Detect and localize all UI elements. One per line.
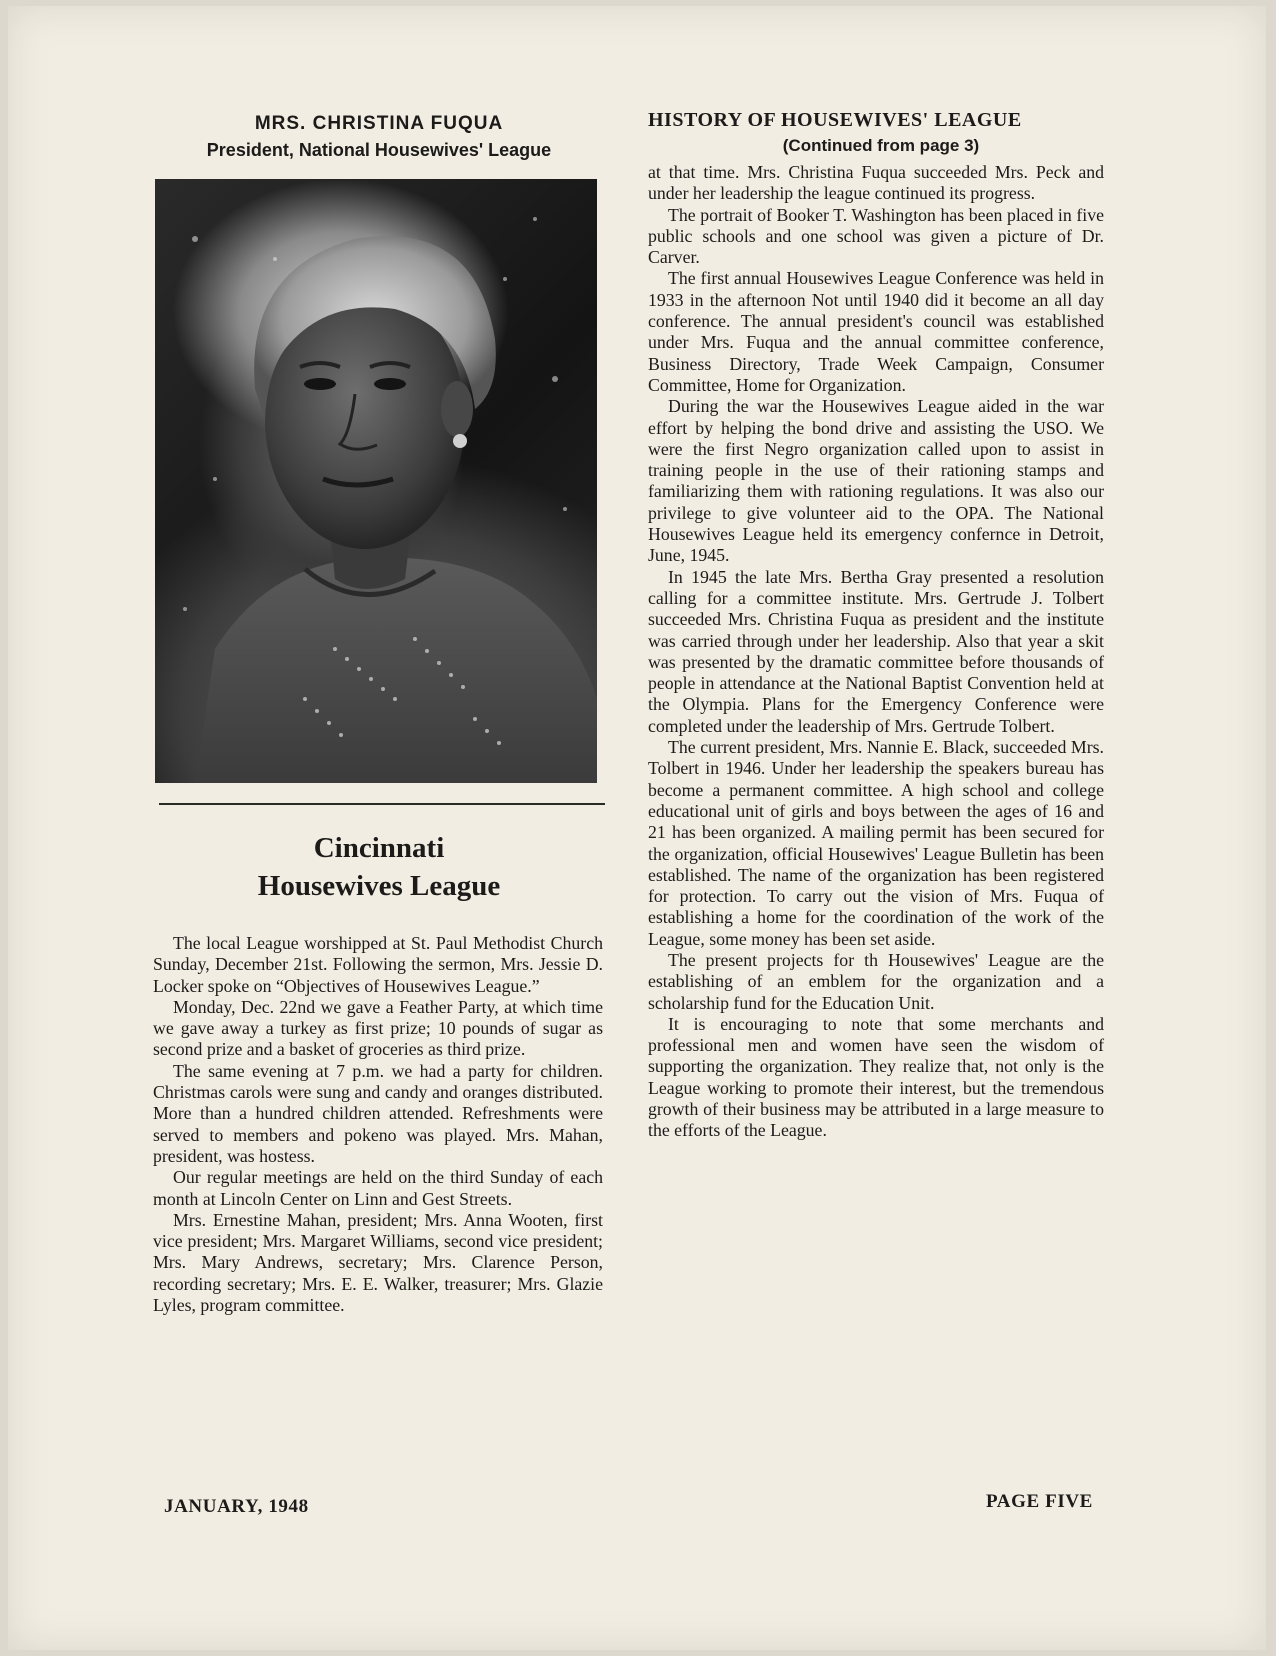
paragraph: The present projects for th Housewives' League are the establishing of an emblem for the organization and a scholarship fund for the Education Unit. bbox=[648, 949, 1104, 1013]
paragraph: The current president, Mrs. Nannie E. Black, succeeded Mrs. Tolbert in 1946. Under her leadership the speakers bureau has become a permanent committee. A high school and college educational unit of girls and boys between the ages of 16 and 21 has been organized. A mailing permit has been secured for the organization, official Housewives' League Bulletin has been established. The name of the organization has been registered for protection. To carry out the vision of Mrs. Fuqua of establishing a home for the coordination of the work of the League, some money has been set aside. bbox=[648, 737, 1104, 949]
paragraph: The local League worshipped at St. Paul Methodist Church Sunday, December 21st. Following the sermon, Mrs. Jessie D. Locker spoke on “Objectives of Housewives League.” bbox=[153, 933, 603, 996]
magazine-page bbox=[8, 6, 1266, 1650]
article-headline bbox=[153, 829, 605, 905]
portrait-photo bbox=[155, 179, 597, 783]
portrait-illustration bbox=[155, 179, 597, 783]
right-column bbox=[648, 106, 1114, 1142]
paragraph: Monday, Dec. 22nd we gave a Feather Party, at which time we gave away a turkey as first prize; 10 pounds of sugar as second prize and a basket of groceries as third prize. bbox=[153, 996, 603, 1060]
photo-caption-title: President, National Housewives' League bbox=[206, 140, 552, 160]
section-divider bbox=[159, 803, 605, 805]
paragraph: It is encouraging to note that some merchants and professional men and women have seen the wisdom of supporting the organization. They realize that, not only is the League working to promote their interest, but the tremendous growth of their business may be attributed in a large measure to the efforts of the League. bbox=[648, 1013, 1104, 1141]
paragraph: The same evening at 7 p.m. we had a party for children. Christmas carols were sung and candy and oranges distributed. More than a hundred children attended. Refreshments were served to members and pokeno was played. Mrs. Mahan, president, was hostess. bbox=[153, 1060, 603, 1166]
right-article-body bbox=[648, 162, 1104, 1142]
photo-caption-name: MRS. CHRISTINA FUQUA bbox=[254, 113, 504, 134]
paragraph: The portrait of Booker T. Washington has been placed in five public schools and one school was given a picture of Dr. Carver. bbox=[648, 204, 1104, 268]
paragraph: The first annual Housewives League Conference was held in 1933 in the afternoon Not until 1940 did it become an all day conference. The annual president's council was established under Mrs. Fuqua and the annual committee conference, Business Directory, Trade Week Campaign, Consumer Committee, Home for Organization. bbox=[648, 268, 1104, 395]
paragraph: at that time. Mrs. Christina Fuqua succeeded Mrs. Peck and under her leadership the league continued its progress. bbox=[648, 162, 1104, 204]
left-column bbox=[153, 111, 605, 1316]
paragraph: During the war the Housewives League aided in the war effort by helping the bond drive and assisting the USO. We were the first Negro organization called upon to assist in training people in the use of their rationing stamps and familiarizing them with rationing regulations. It was also our privilege to give volunteer aid to the OPA. The National Housewives League held its emergency confernce in Detroit, June, 1945. bbox=[648, 396, 1104, 566]
issue-date: JANUARY, 1948 bbox=[164, 1496, 309, 1517]
paragraph: Our regular meetings are held on the third Sunday of each month at Lincoln Center on Linn and Gest Streets. bbox=[153, 1167, 603, 1209]
paragraph: In 1945 the late Mrs. Bertha Gray presented a resolution calling for a committee institute. Mrs. Gertrude J. Tolbert succeeded Mrs. Christina Fuqua as president and the institute was carried through under her leadership. Also that year a skit was presented by the dramatic committee before thousands of people in attendance at the National Baptist Convention held at the Olympia. Plans for the Emergency Conference were completed under the leadership of Mrs. Gertrude Tolbert. bbox=[648, 566, 1104, 736]
continued-note: (Continued from page 3) bbox=[782, 136, 980, 155]
headline-line-2: Housewives League bbox=[257, 870, 501, 902]
left-article-body bbox=[153, 933, 603, 1316]
page-number: PAGE FIVE bbox=[986, 1491, 1093, 1512]
headline-line-1: Cincinnati bbox=[313, 832, 445, 864]
paragraph: Mrs. Ernestine Mahan, president; Mrs. Anna Wooten, first vice president; Mrs. Margaret Williams, second vice president; Mrs. Mary Andrews, secretary; Mrs. Clarence Person, recording secretary; Mrs. E. E. Walker, treasurer; Mrs. Glazie Lyles, program committee. bbox=[153, 1209, 603, 1316]
article-heading: HISTORY OF HOUSEWIVES' LEAGUE bbox=[648, 109, 1022, 131]
